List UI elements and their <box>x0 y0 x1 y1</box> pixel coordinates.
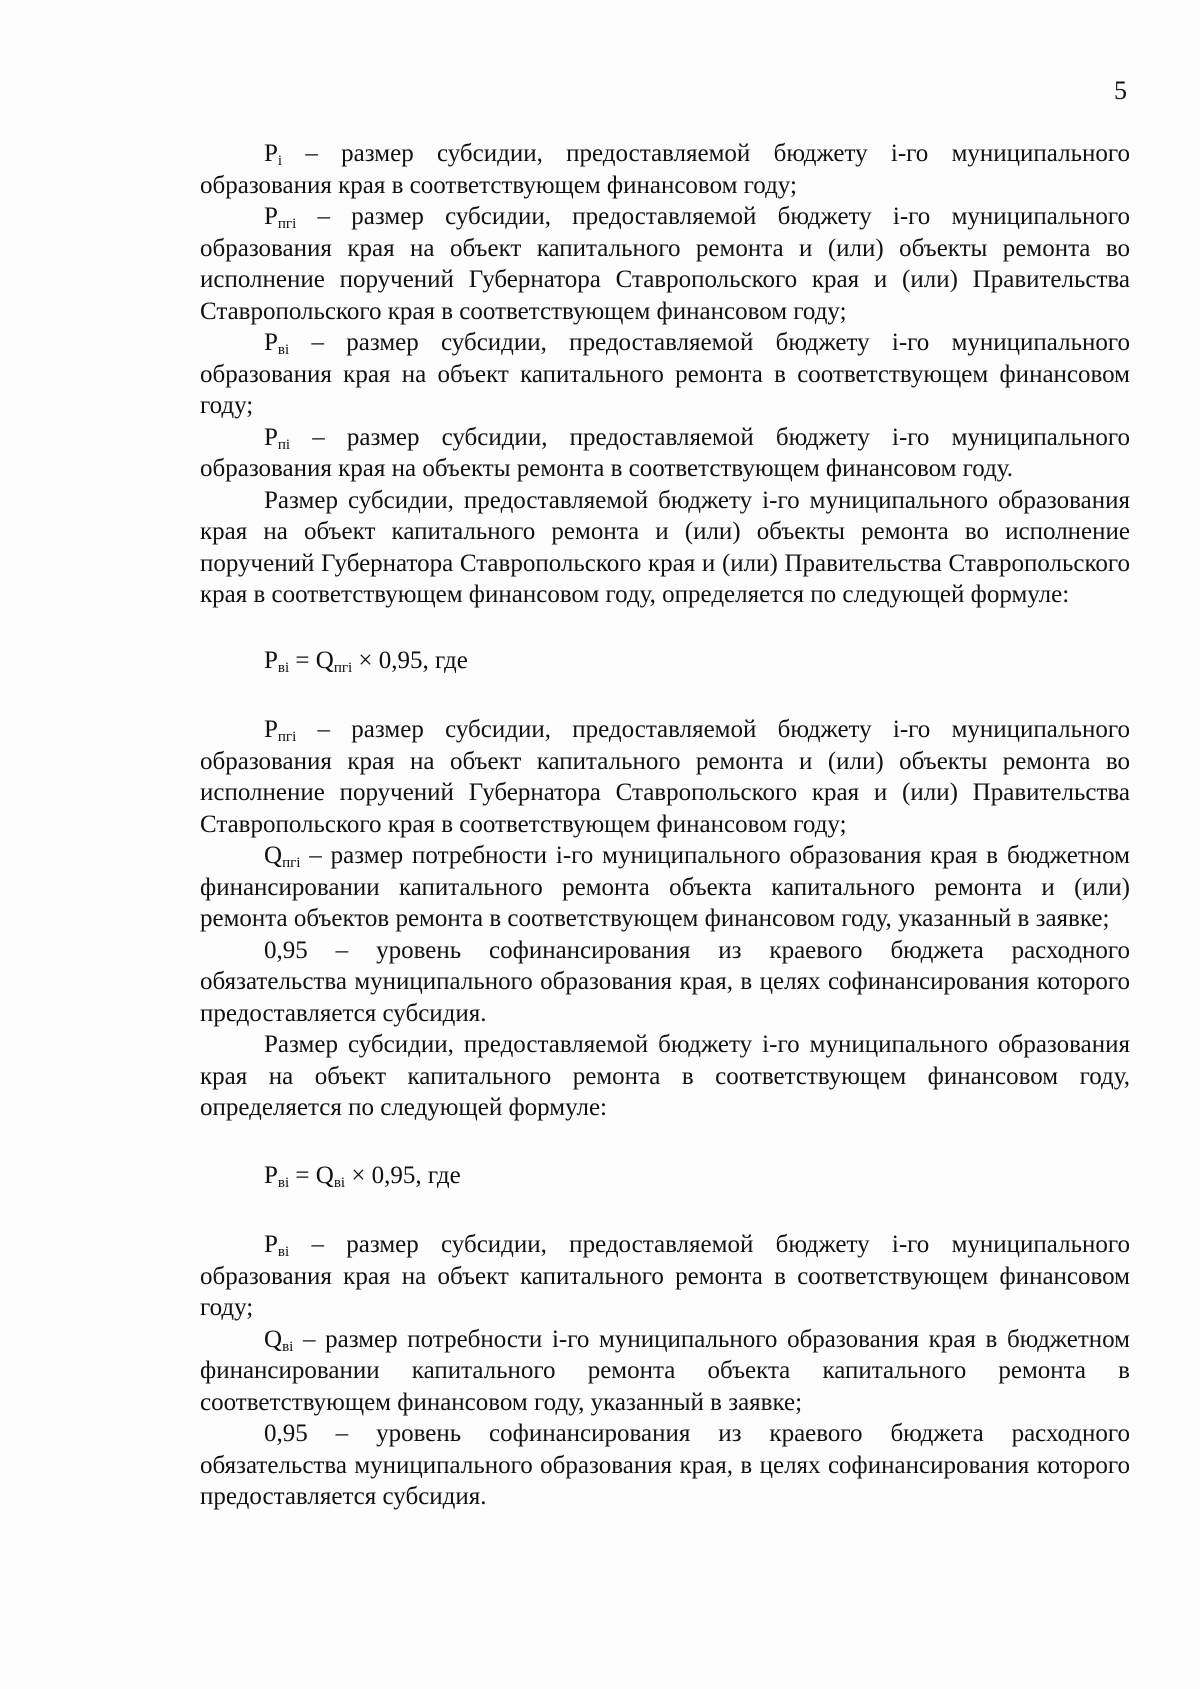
formula-rhs: = Q <box>289 646 334 674</box>
text-paragraph <box>200 485 1130 611</box>
definition-paragraph <box>200 714 1130 840</box>
variable-subscript: пi <box>277 436 291 453</box>
definition-paragraph <box>200 422 1130 485</box>
formula-tail: × 0,95, где <box>352 646 468 674</box>
paragraph-text: – размер субсидии, предоставляемой бюджету i-го муниципального образования края на объект капитального ремонта в соответствующем финансовом году; <box>200 329 1130 419</box>
variable-symbol: P <box>264 1231 278 1258</box>
formula-lhs: P <box>264 646 278 674</box>
variable-symbol: P <box>264 716 278 743</box>
variable-symbol: P <box>264 140 278 167</box>
definition-paragraph <box>200 1229 1130 1324</box>
paragraph-text: – размер потребности i-го муниципального образования края в бюджетном финансировании капитального ремонта объекта капитального ремонта в соответствующем финансовом году, указанный в заявке; <box>200 1325 1130 1416</box>
formula-rhs-subscript: вi <box>333 1174 346 1191</box>
definition-paragraph <box>200 1324 1130 1419</box>
variable-subscript: пгi <box>277 215 297 232</box>
variable-subscript: вi <box>282 1338 294 1355</box>
formula <box>264 645 1130 677</box>
definition-paragraph <box>200 327 1130 422</box>
formula-rhs: = Q <box>289 1161 334 1189</box>
document-body <box>200 138 1130 1513</box>
variable-symbol: P <box>264 203 278 230</box>
definition-paragraph <box>200 201 1130 327</box>
text-paragraph <box>200 1418 1130 1513</box>
definition-paragraph <box>200 840 1130 935</box>
definition-paragraph <box>200 138 1130 201</box>
variable-symbol: Q <box>264 1325 283 1353</box>
variable-symbol: P <box>264 423 278 451</box>
paragraph-text: – размер субсидии, предоставляемой бюджету i-го муниципального образования края на объекты ремонта в соответствующем финансовом году. <box>200 423 1130 482</box>
paragraph-text: 0,95 – уровень софинансирования из краевого бюджета расходного обязательства муниципального образования края, в целях софинансирования которого предоставляется субсидия. <box>200 1420 1130 1510</box>
variable-symbol: P <box>264 329 278 356</box>
paragraph-text: Размер субсидии, предоставляемой бюджету i-го муниципального образования края на объект капитального ремонта в соответствующем финансовом году, определяется по следующей формуле: <box>200 1031 1130 1121</box>
formula-lhs: P <box>264 1161 278 1189</box>
variable-subscript: пгi <box>282 854 301 871</box>
paragraph-text: – размер субсидии, предоставляемой бюджету i-го муниципального образования края на объект капитального ремонта и (или) объекты ремонта во исполнение поручений Губернатора Ставропольского края и (или) Правительства Ставропольского края в соответствующем финансовом году; <box>200 716 1130 838</box>
variable-symbol: Q <box>264 842 283 869</box>
variable-subscript: i <box>277 152 283 169</box>
paragraph-text: – размер потребности i-го муниципального образования края в бюджетном финансировании капитального ремонта объекта капитального ремонта и (или) ремонта объектов ремонта в соответствующем финансовом году, указанный в заявке; <box>200 842 1130 932</box>
formula <box>264 1160 1130 1192</box>
paragraph-text: – размер субсидии, предоставляемой бюджету i-го муниципального образования края в соответствующем финансовом году; <box>200 140 1130 199</box>
text-paragraph <box>200 1029 1130 1124</box>
page-number: 5 <box>1114 76 1127 105</box>
paragraph-text: Размер субсидии, предоставляемой бюджету i-го муниципального образования края на объект капитального ремонта и (или) объекты ремонта во исполнение поручений Губернатора Ставропольского края и (или) Правительства Ставропольского края в соответствующем финансовом году, определяется по следующей формуле: <box>200 486 1130 608</box>
text-paragraph <box>200 935 1130 1030</box>
variable-subscript: вi <box>277 341 290 358</box>
formula-tail: × 0,95, где <box>345 1161 461 1189</box>
formula-lhs-subscript: вi <box>277 1174 290 1191</box>
variable-subscript: пгi <box>277 728 297 745</box>
paragraph-text: – размер субсидии, предоставляемой бюджету i-го муниципального образования края на объект капитального ремонта в соответствующем финансовом году; <box>200 1231 1130 1321</box>
paragraph-text: – размер субсидии, предоставляемой бюджету i-го муниципального образования края на объект капитального ремонта и (или) объекты ремонта во исполнение поручений Губернатора Ставропольского края и (или) Правительства Ставропольского края в соответствующем финансовом году; <box>200 203 1130 325</box>
paragraph-text: 0,95 – уровень софинансирования из краевого бюджета расходного обязательства муниципального образования края, в целях софинансирования которого предоставляется субсидия. <box>200 936 1130 1027</box>
variable-subscript: вi <box>277 1243 290 1260</box>
formula-rhs-subscript: пгi <box>333 659 353 676</box>
formula-lhs-subscript: вi <box>277 659 290 676</box>
